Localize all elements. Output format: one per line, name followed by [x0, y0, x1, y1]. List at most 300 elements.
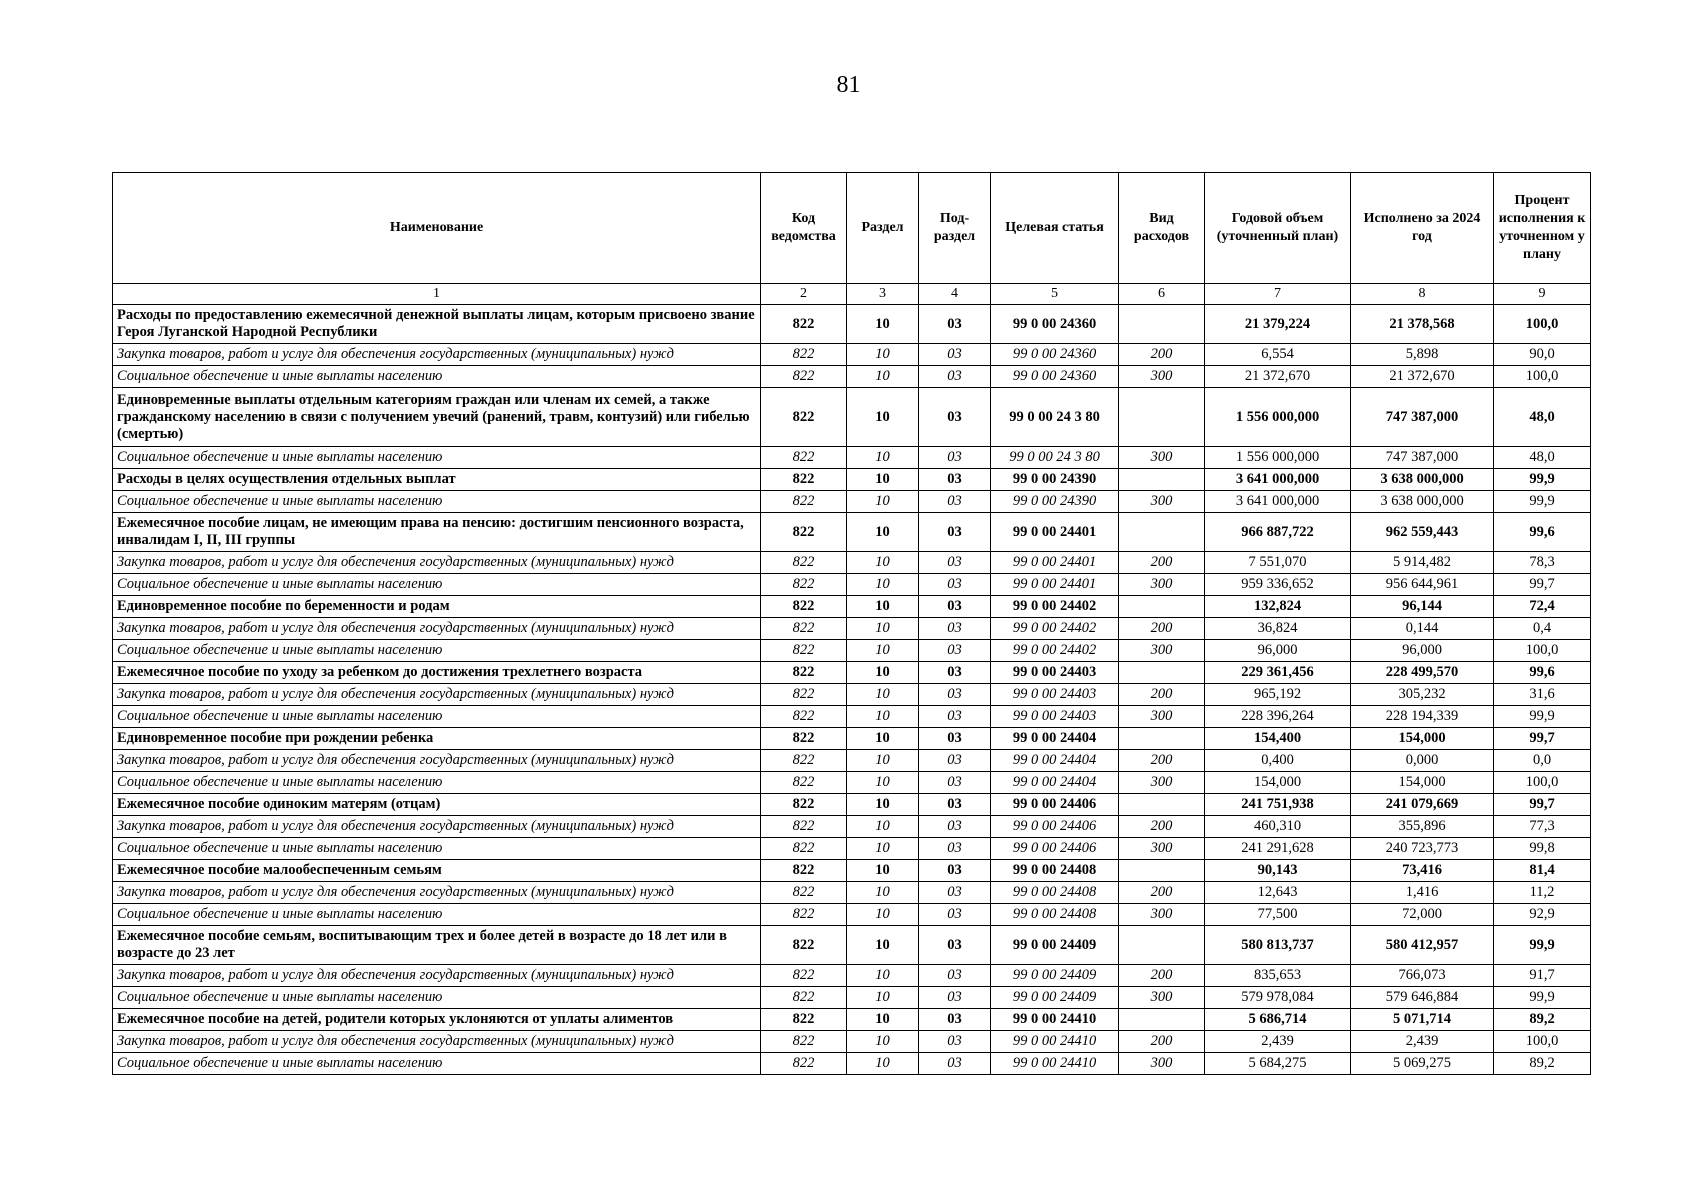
cell-subsection: 03: [919, 388, 991, 447]
cell-section: 10: [847, 904, 919, 926]
cell-pct: 99,9: [1494, 469, 1591, 491]
cell-code: 822: [761, 882, 847, 904]
cell-code: 822: [761, 926, 847, 965]
cell-name: Единовременные выплаты отдельным категориям граждан или членам их семей, а также гражданскому населению в связи с получением увечий (ранений, травм, контузий) или гибелью (смертью): [113, 388, 761, 447]
table-row-total: [113, 860, 1591, 882]
cell-name: Закупка товаров, работ и услуг для обеспечения государственных (муниципальных) нужд: [113, 1031, 761, 1053]
table-row-detail: [113, 447, 1591, 469]
table-row-detail: [113, 706, 1591, 728]
col-number: 3: [847, 284, 919, 305]
cell-plan: 2,439: [1205, 1031, 1351, 1053]
cell-kind: 300: [1119, 491, 1205, 513]
cell-kind: 300: [1119, 838, 1205, 860]
table-row-detail: [113, 552, 1591, 574]
cell-subsection: 03: [919, 344, 991, 366]
cell-name: Социальное обеспечение и иные выплаты населению: [113, 574, 761, 596]
cell-section: 10: [847, 305, 919, 344]
cell-article: 99 0 00 24402: [991, 596, 1119, 618]
table-row-detail: [113, 750, 1591, 772]
col-header-plan: Годовой объем (уточненный план): [1205, 173, 1351, 284]
cell-kind: [1119, 794, 1205, 816]
cell-section: 10: [847, 987, 919, 1009]
cell-section: 10: [847, 344, 919, 366]
cell-article: 99 0 00 24409: [991, 987, 1119, 1009]
table-row-total: [113, 794, 1591, 816]
cell-kind: 300: [1119, 640, 1205, 662]
cell-kind: 300: [1119, 904, 1205, 926]
cell-name: Социальное обеспечение и иные выплаты населению: [113, 838, 761, 860]
cell-plan: 21 379,224: [1205, 305, 1351, 344]
cell-section: 10: [847, 1053, 919, 1075]
cell-code: 822: [761, 1053, 847, 1075]
cell-pct: 92,9: [1494, 904, 1591, 926]
cell-kind: 300: [1119, 772, 1205, 794]
cell-code: 822: [761, 366, 847, 388]
cell-code: 822: [761, 513, 847, 552]
col-number: 8: [1351, 284, 1494, 305]
cell-plan: 7 551,070: [1205, 552, 1351, 574]
cell-pct: 99,7: [1494, 794, 1591, 816]
cell-section: 10: [847, 596, 919, 618]
cell-subsection: 03: [919, 1009, 991, 1031]
table-row-detail: [113, 1031, 1591, 1053]
cell-article: 99 0 00 24408: [991, 882, 1119, 904]
table-row-detail: [113, 618, 1591, 640]
cell-kind: 200: [1119, 816, 1205, 838]
cell-pct: 99,7: [1494, 574, 1591, 596]
cell-plan: 835,653: [1205, 965, 1351, 987]
cell-pct: 99,6: [1494, 662, 1591, 684]
cell-subsection: 03: [919, 750, 991, 772]
cell-name: Социальное обеспечение и иные выплаты населению: [113, 447, 761, 469]
cell-section: 10: [847, 838, 919, 860]
cell-code: 822: [761, 469, 847, 491]
table-row-detail: [113, 965, 1591, 987]
header-row: [113, 173, 1591, 284]
cell-pct: 99,7: [1494, 728, 1591, 750]
cell-section: 10: [847, 552, 919, 574]
cell-article: 99 0 00 24360: [991, 366, 1119, 388]
cell-article: 99 0 00 24410: [991, 1009, 1119, 1031]
cell-done: 747 387,000: [1351, 447, 1494, 469]
cell-article: 99 0 00 24390: [991, 469, 1119, 491]
cell-kind: [1119, 596, 1205, 618]
cell-plan: 965,192: [1205, 684, 1351, 706]
cell-kind: 300: [1119, 574, 1205, 596]
cell-pct: 91,7: [1494, 965, 1591, 987]
cell-kind: 300: [1119, 987, 1205, 1009]
cell-plan: 241 291,628: [1205, 838, 1351, 860]
cell-pct: 77,3: [1494, 816, 1591, 838]
cell-subsection: 03: [919, 618, 991, 640]
col-header-code: Код ведомства: [761, 173, 847, 284]
cell-section: 10: [847, 816, 919, 838]
cell-done: 72,000: [1351, 904, 1494, 926]
cell-subsection: 03: [919, 904, 991, 926]
cell-code: 822: [761, 596, 847, 618]
cell-plan: 154,400: [1205, 728, 1351, 750]
col-number: 9: [1494, 284, 1591, 305]
cell-code: 822: [761, 640, 847, 662]
cell-article: 99 0 00 24401: [991, 574, 1119, 596]
cell-section: 10: [847, 882, 919, 904]
cell-plan: 241 751,938: [1205, 794, 1351, 816]
cell-section: 10: [847, 794, 919, 816]
col-number: 4: [919, 284, 991, 305]
cell-done: 5 069,275: [1351, 1053, 1494, 1075]
cell-pct: 11,2: [1494, 882, 1591, 904]
column-number-row: [113, 284, 1591, 305]
cell-subsection: 03: [919, 491, 991, 513]
cell-subsection: 03: [919, 640, 991, 662]
cell-article: 99 0 00 24406: [991, 816, 1119, 838]
table-row-detail: [113, 366, 1591, 388]
table-row-total: [113, 388, 1591, 447]
cell-article: 99 0 00 24410: [991, 1031, 1119, 1053]
table-row-total: [113, 596, 1591, 618]
cell-code: 822: [761, 618, 847, 640]
cell-done: 3 638 000,000: [1351, 469, 1494, 491]
cell-kind: 200: [1119, 344, 1205, 366]
table-row-detail: [113, 344, 1591, 366]
cell-article: 99 0 00 24408: [991, 904, 1119, 926]
cell-plan: 3 641 000,000: [1205, 491, 1351, 513]
cell-name: Ежемесячное пособие по уходу за ребенком до достижения трехлетнего возраста: [113, 662, 761, 684]
cell-subsection: 03: [919, 987, 991, 1009]
table-row-detail: [113, 882, 1591, 904]
cell-plan: 90,143: [1205, 860, 1351, 882]
cell-article: 99 0 00 24360: [991, 305, 1119, 344]
table-row-total: [113, 469, 1591, 491]
cell-code: 822: [761, 772, 847, 794]
cell-pct: 99,8: [1494, 838, 1591, 860]
cell-section: 10: [847, 491, 919, 513]
cell-pct: 99,9: [1494, 706, 1591, 728]
cell-done: 580 412,957: [1351, 926, 1494, 965]
cell-kind: 300: [1119, 447, 1205, 469]
cell-done: 5 071,714: [1351, 1009, 1494, 1031]
cell-pct: 99,9: [1494, 491, 1591, 513]
cell-code: 822: [761, 491, 847, 513]
cell-section: 10: [847, 684, 919, 706]
cell-done: 96,144: [1351, 596, 1494, 618]
cell-pct: 100,0: [1494, 640, 1591, 662]
cell-done: 228 194,339: [1351, 706, 1494, 728]
cell-section: 10: [847, 1031, 919, 1053]
cell-name: Ежемесячное пособие на детей, родители которых уклоняются от уплаты алиментов: [113, 1009, 761, 1031]
col-header-article: Целевая статья: [991, 173, 1119, 284]
cell-name: Ежемесячное пособие одиноким матерям (отцам): [113, 794, 761, 816]
cell-code: 822: [761, 305, 847, 344]
cell-done: 5 914,482: [1351, 552, 1494, 574]
cell-name: Социальное обеспечение и иные выплаты населению: [113, 706, 761, 728]
cell-done: 355,896: [1351, 816, 1494, 838]
cell-plan: 1 556 000,000: [1205, 447, 1351, 469]
cell-plan: 5 686,714: [1205, 1009, 1351, 1031]
cell-pct: 99,9: [1494, 926, 1591, 965]
col-number: 5: [991, 284, 1119, 305]
cell-code: 822: [761, 860, 847, 882]
cell-name: Единовременное пособие при рождении ребенка: [113, 728, 761, 750]
cell-name: Закупка товаров, работ и услуг для обеспечения государственных (муниципальных) нужд: [113, 965, 761, 987]
cell-subsection: 03: [919, 574, 991, 596]
cell-subsection: 03: [919, 596, 991, 618]
cell-code: 822: [761, 447, 847, 469]
cell-kind: [1119, 469, 1205, 491]
cell-code: 822: [761, 1031, 847, 1053]
cell-done: 73,416: [1351, 860, 1494, 882]
cell-section: 10: [847, 1009, 919, 1031]
cell-pct: 48,0: [1494, 388, 1591, 447]
cell-done: 154,000: [1351, 728, 1494, 750]
cell-subsection: 03: [919, 552, 991, 574]
cell-name: Закупка товаров, работ и услуг для обеспечения государственных (муниципальных) нужд: [113, 882, 761, 904]
cell-code: 822: [761, 728, 847, 750]
cell-pct: 0,4: [1494, 618, 1591, 640]
cell-plan: 12,643: [1205, 882, 1351, 904]
cell-subsection: 03: [919, 366, 991, 388]
cell-pct: 100,0: [1494, 1031, 1591, 1053]
cell-article: 99 0 00 24404: [991, 728, 1119, 750]
cell-pct: 31,6: [1494, 684, 1591, 706]
cell-name: Социальное обеспечение и иные выплаты населению: [113, 491, 761, 513]
cell-kind: [1119, 388, 1205, 447]
cell-done: 21 378,568: [1351, 305, 1494, 344]
cell-kind: [1119, 860, 1205, 882]
cell-pct: 89,2: [1494, 1053, 1591, 1075]
cell-section: 10: [847, 618, 919, 640]
cell-name: Социальное обеспечение и иные выплаты населению: [113, 772, 761, 794]
cell-article: 99 0 00 24 3 80: [991, 388, 1119, 447]
table-row-total: [113, 1009, 1591, 1031]
cell-section: 10: [847, 366, 919, 388]
cell-subsection: 03: [919, 838, 991, 860]
cell-pct: 48,0: [1494, 447, 1591, 469]
page-number: 81: [836, 72, 861, 98]
table-row-detail: [113, 640, 1591, 662]
cell-plan: 154,000: [1205, 772, 1351, 794]
cell-section: 10: [847, 728, 919, 750]
cell-code: 822: [761, 388, 847, 447]
cell-article: 99 0 00 24401: [991, 552, 1119, 574]
cell-name: Социальное обеспечение и иные выплаты населению: [113, 1053, 761, 1075]
cell-subsection: 03: [919, 816, 991, 838]
col-header-name: Наименование: [113, 173, 761, 284]
cell-plan: 1 556 000,000: [1205, 388, 1351, 447]
cell-code: 822: [761, 987, 847, 1009]
cell-plan: 580 813,737: [1205, 926, 1351, 965]
cell-name: Закупка товаров, работ и услуг для обеспечения государственных (муниципальных) нужд: [113, 816, 761, 838]
cell-done: 154,000: [1351, 772, 1494, 794]
cell-section: 10: [847, 447, 919, 469]
col-header-subsection: Под- раздел: [919, 173, 991, 284]
cell-plan: 579 978,084: [1205, 987, 1351, 1009]
cell-done: 1,416: [1351, 882, 1494, 904]
cell-subsection: 03: [919, 305, 991, 344]
cell-pct: 100,0: [1494, 772, 1591, 794]
cell-pct: 100,0: [1494, 366, 1591, 388]
cell-name: Ежемесячное пособие лицам, не имеющим права на пенсию: достигшим пенсионного возраста, инвалидам I, II, III группы: [113, 513, 761, 552]
col-number: 7: [1205, 284, 1351, 305]
cell-article: 99 0 00 24403: [991, 706, 1119, 728]
cell-pct: 90,0: [1494, 344, 1591, 366]
col-number: 2: [761, 284, 847, 305]
cell-name: Закупка товаров, работ и услуг для обеспечения государственных (муниципальных) нужд: [113, 618, 761, 640]
cell-article: 99 0 00 24402: [991, 618, 1119, 640]
cell-done: 2,439: [1351, 1031, 1494, 1053]
cell-plan: 966 887,722: [1205, 513, 1351, 552]
cell-name: Расходы в целях осуществления отдельных выплат: [113, 469, 761, 491]
cell-article: 99 0 00 24409: [991, 926, 1119, 965]
cell-article: 99 0 00 24360: [991, 344, 1119, 366]
cell-article: 99 0 00 24404: [991, 750, 1119, 772]
cell-plan: 460,310: [1205, 816, 1351, 838]
table-row-detail: [113, 987, 1591, 1009]
cell-kind: 300: [1119, 706, 1205, 728]
cell-pct: 99,9: [1494, 987, 1591, 1009]
cell-name: Социальное обеспечение и иные выплаты населению: [113, 640, 761, 662]
cell-article: 99 0 00 24409: [991, 965, 1119, 987]
cell-article: 99 0 00 24390: [991, 491, 1119, 513]
cell-plan: 77,500: [1205, 904, 1351, 926]
cell-code: 822: [761, 794, 847, 816]
cell-pct: 72,4: [1494, 596, 1591, 618]
cell-pct: 0,0: [1494, 750, 1591, 772]
col-number: 6: [1119, 284, 1205, 305]
cell-name: Ежемесячное пособие малообеспеченным семьям: [113, 860, 761, 882]
cell-pct: 100,0: [1494, 305, 1591, 344]
cell-done: 96,000: [1351, 640, 1494, 662]
cell-done: 579 646,884: [1351, 987, 1494, 1009]
table-row-detail: [113, 904, 1591, 926]
cell-plan: 36,824: [1205, 618, 1351, 640]
cell-section: 10: [847, 965, 919, 987]
cell-name: Закупка товаров, работ и услуг для обеспечения государственных (муниципальных) нужд: [113, 552, 761, 574]
cell-plan: 132,824: [1205, 596, 1351, 618]
cell-done: 305,232: [1351, 684, 1494, 706]
cell-pct: 81,4: [1494, 860, 1591, 882]
cell-plan: 228 396,264: [1205, 706, 1351, 728]
cell-article: 99 0 00 24 3 80: [991, 447, 1119, 469]
table-row-detail: [113, 1053, 1591, 1075]
cell-subsection: 03: [919, 662, 991, 684]
cell-done: 240 723,773: [1351, 838, 1494, 860]
cell-section: 10: [847, 513, 919, 552]
cell-code: 822: [761, 1009, 847, 1031]
cell-code: 822: [761, 344, 847, 366]
cell-code: 822: [761, 965, 847, 987]
cell-name: Закупка товаров, работ и услуг для обеспечения государственных (муниципальных) нужд: [113, 684, 761, 706]
cell-plan: 0,400: [1205, 750, 1351, 772]
cell-kind: 200: [1119, 882, 1205, 904]
cell-name: Социальное обеспечение и иные выплаты населению: [113, 366, 761, 388]
cell-pct: 99,6: [1494, 513, 1591, 552]
cell-code: 822: [761, 750, 847, 772]
col-header-kind: Вид расходов: [1119, 173, 1205, 284]
table-row-detail: [113, 491, 1591, 513]
cell-section: 10: [847, 662, 919, 684]
table-row-total: [113, 513, 1591, 552]
col-header-pct: Процент исполнения к уточненном у плану: [1494, 173, 1591, 284]
budget-table: [112, 172, 1591, 1075]
cell-code: 822: [761, 574, 847, 596]
cell-kind: 200: [1119, 750, 1205, 772]
cell-name: Расходы по предоставлению ежемесячной денежной выплаты лицам, которым присвоено звание Героя Луганской Народной Республики: [113, 305, 761, 344]
cell-subsection: 03: [919, 469, 991, 491]
cell-done: 21 372,670: [1351, 366, 1494, 388]
table-row-detail: [113, 772, 1591, 794]
cell-kind: [1119, 305, 1205, 344]
cell-name: Ежемесячное пособие семьям, воспитывающим трех и более детей в возрасте до 18 лет или в возрасте до 23 лет: [113, 926, 761, 965]
cell-section: 10: [847, 860, 919, 882]
table-row-detail: [113, 816, 1591, 838]
cell-kind: 200: [1119, 552, 1205, 574]
cell-done: 962 559,443: [1351, 513, 1494, 552]
cell-pct: 89,2: [1494, 1009, 1591, 1031]
cell-section: 10: [847, 469, 919, 491]
cell-kind: 200: [1119, 618, 1205, 640]
col-number: 1: [113, 284, 761, 305]
table-row-detail: [113, 838, 1591, 860]
cell-done: 0,144: [1351, 618, 1494, 640]
col-header-section: Раздел: [847, 173, 919, 284]
cell-article: 99 0 00 24406: [991, 838, 1119, 860]
cell-plan: 959 336,652: [1205, 574, 1351, 596]
cell-article: 99 0 00 24408: [991, 860, 1119, 882]
cell-section: 10: [847, 574, 919, 596]
cell-subsection: 03: [919, 860, 991, 882]
cell-section: 10: [847, 772, 919, 794]
cell-done: 241 079,669: [1351, 794, 1494, 816]
cell-pct: 78,3: [1494, 552, 1591, 574]
cell-plan: 21 372,670: [1205, 366, 1351, 388]
cell-article: 99 0 00 24404: [991, 772, 1119, 794]
cell-name: Единовременное пособие по беременности и родам: [113, 596, 761, 618]
cell-code: 822: [761, 684, 847, 706]
cell-done: 228 499,570: [1351, 662, 1494, 684]
table-row-detail: [113, 574, 1591, 596]
cell-article: 99 0 00 24402: [991, 640, 1119, 662]
cell-done: 956 644,961: [1351, 574, 1494, 596]
cell-code: 822: [761, 662, 847, 684]
cell-article: 99 0 00 24403: [991, 684, 1119, 706]
cell-done: 0,000: [1351, 750, 1494, 772]
table-row-total: [113, 305, 1591, 344]
cell-kind: 300: [1119, 1053, 1205, 1075]
cell-section: 10: [847, 388, 919, 447]
cell-subsection: 03: [919, 513, 991, 552]
cell-subsection: 03: [919, 772, 991, 794]
cell-kind: [1119, 662, 1205, 684]
cell-plan: 229 361,456: [1205, 662, 1351, 684]
cell-code: 822: [761, 552, 847, 574]
cell-section: 10: [847, 750, 919, 772]
cell-code: 822: [761, 838, 847, 860]
cell-subsection: 03: [919, 794, 991, 816]
cell-done: 766,073: [1351, 965, 1494, 987]
cell-article: 99 0 00 24403: [991, 662, 1119, 684]
cell-subsection: 03: [919, 447, 991, 469]
table-body: [113, 305, 1591, 1075]
cell-name: Закупка товаров, работ и услуг для обеспечения государственных (муниципальных) нужд: [113, 750, 761, 772]
cell-kind: 200: [1119, 965, 1205, 987]
cell-kind: [1119, 926, 1205, 965]
cell-kind: 300: [1119, 366, 1205, 388]
cell-plan: 6,554: [1205, 344, 1351, 366]
cell-done: 747 387,000: [1351, 388, 1494, 447]
cell-article: 99 0 00 24410: [991, 1053, 1119, 1075]
cell-code: 822: [761, 706, 847, 728]
